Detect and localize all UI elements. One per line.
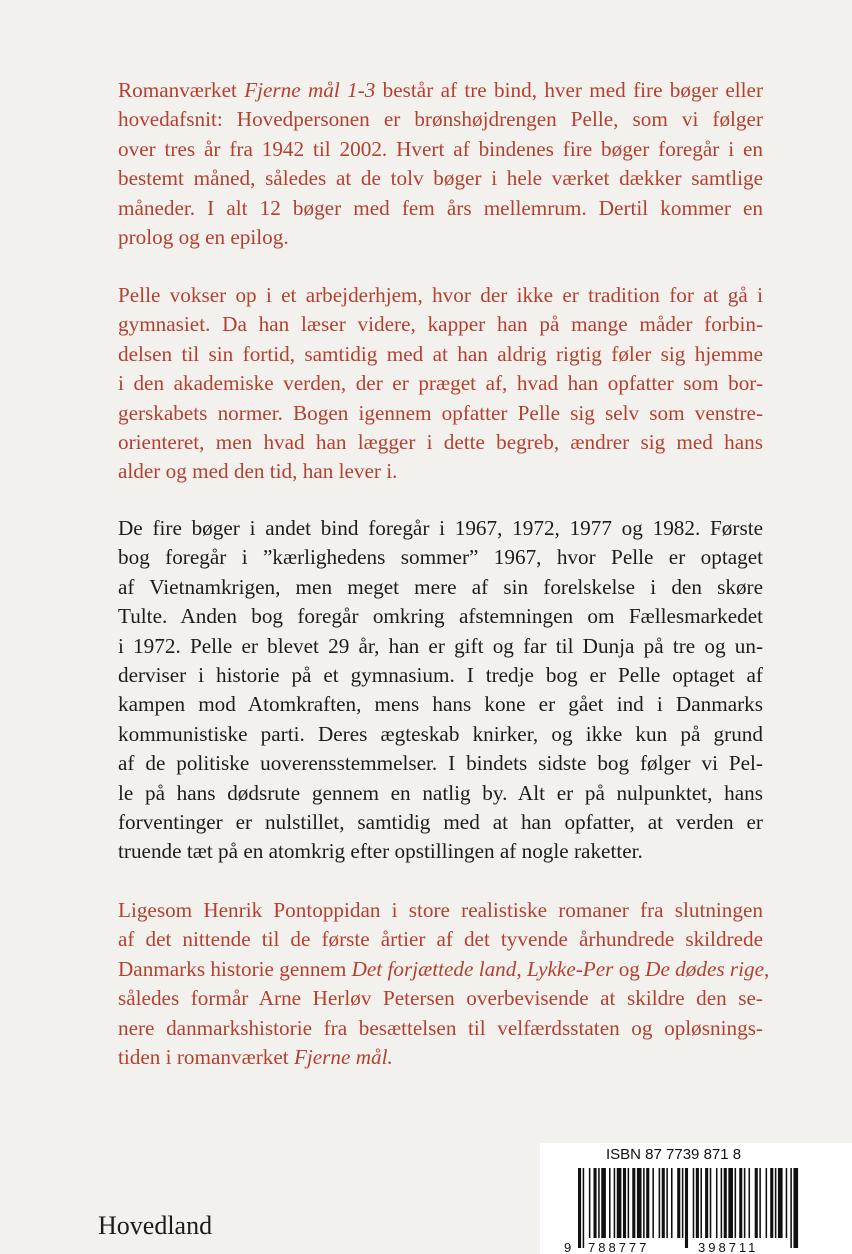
paragraph-pontoppidan — [118, 896, 770, 1072]
text-run: le på hans dødsrute gennem en natlig by. Alt er på nulpunktet, hans — [118, 780, 763, 805]
barcode-bar — [623, 1168, 626, 1238]
text-line — [118, 399, 763, 428]
barcode-bar — [696, 1168, 699, 1238]
text-line — [118, 543, 763, 572]
barcode-bar — [700, 1168, 702, 1238]
text-run: og — [613, 956, 646, 981]
text-line — [118, 896, 763, 925]
barcode-bar — [778, 1168, 783, 1238]
publisher-name: Hovedland — [98, 1211, 213, 1240]
paragraph-intro — [118, 76, 763, 252]
barcode-bar — [728, 1168, 733, 1238]
barcode — [564, 1168, 808, 1254]
barcode-bar — [601, 1168, 606, 1238]
barcode-bar — [632, 1168, 635, 1238]
barcode-bar — [793, 1168, 798, 1248]
text-run: af de politiske uoverensstemmelser. I bindets sidste bog følger vi Pel- — [118, 751, 763, 776]
text-line — [118, 194, 763, 223]
barcode-bar — [598, 1168, 600, 1238]
barcode-digit-first: 9 — [564, 1240, 572, 1254]
text-line — [118, 602, 763, 631]
barcode-bar — [652, 1168, 654, 1238]
text-run: bog foregår i ”kærlighedens sommer” 1967, hvor Pelle er optaget — [118, 545, 763, 570]
barcode-bar — [705, 1168, 708, 1238]
barcode-bar — [744, 1168, 746, 1238]
barcode-bar — [775, 1168, 777, 1238]
barcode-bar — [739, 1168, 742, 1238]
text-run: af det nittende til de første årtier af det tyvende århundrede skildrede — [118, 927, 763, 952]
text-line — [118, 428, 763, 457]
text-line — [118, 955, 770, 984]
barcode-bar — [724, 1168, 727, 1238]
text-run: bestemt måned, således at de tolv bøger i hele værket dækker samtlige — [118, 166, 763, 191]
barcode-digits-left: 788777 — [588, 1240, 650, 1254]
text-line — [118, 164, 763, 193]
barcode-bar — [637, 1168, 642, 1238]
barcode-bar — [710, 1168, 712, 1238]
text-run: i den akademiske verden, der er præget af, hvad han opfatter som bor- — [118, 371, 763, 396]
barcode-bar — [617, 1168, 622, 1238]
barcode-bar — [721, 1168, 723, 1238]
barcode-bar — [766, 1168, 768, 1238]
barcode-bar — [682, 1168, 684, 1238]
barcode-bar — [759, 1168, 761, 1238]
barcode-bar — [671, 1168, 673, 1238]
text-line — [118, 223, 763, 252]
text-line — [118, 661, 763, 690]
barcode-bar — [628, 1168, 630, 1238]
barcode-bar — [735, 1168, 737, 1238]
text-line — [118, 105, 763, 134]
text-line — [118, 749, 763, 778]
barcode-bar — [677, 1168, 680, 1238]
barcode-bar — [589, 1168, 591, 1238]
text-line — [118, 925, 763, 954]
text-line — [118, 632, 763, 661]
barcode-bar — [659, 1168, 661, 1238]
text-line — [118, 1043, 763, 1072]
text-line — [118, 76, 763, 105]
text-run: prolog og en epilog. — [118, 224, 289, 249]
text-run: Romanværket — [118, 78, 245, 102]
text-run: delsen til sin fortid, samtidig med at han aldrig rigtig føler sig hjemme — [118, 341, 763, 366]
text-line — [118, 984, 763, 1013]
barcode-bar — [685, 1168, 688, 1248]
text-run: Tulte. Anden bog foregår omkring afstemningen om Fællesmarkedet — [118, 604, 763, 629]
text-run: gerskabets normer. Bogen igennem opfatter Pelle sig selv som venstre- — [118, 400, 763, 425]
text-line — [118, 720, 763, 749]
text-line — [118, 1014, 763, 1043]
text-line — [118, 514, 763, 543]
text-line — [118, 779, 763, 808]
text-run: Danmarks historie gennem — [118, 956, 352, 981]
barcode-bar — [609, 1168, 611, 1238]
text-run: derviser i historie på et gymnasium. I tredje bog er Pelle optaget af — [118, 662, 763, 687]
text-line — [118, 690, 763, 719]
barcode-bar — [666, 1168, 668, 1238]
text-run: af Vietnamkrigen, men meget mere af sin forelskelse i den skøre — [118, 574, 763, 599]
italic-title: Fjerne mål 1-3 — [244, 78, 376, 102]
text-run: kommunistiske parti. Deres ægteskab knirker, og ikke kun på grund — [118, 721, 763, 746]
text-run: De fire bøger i andet bind foregår i 1967, 1972, 1977 og 1982. Første — [118, 516, 763, 540]
text-run: Pelle vokser op i et arbejderhjem, hvor der ikke er tradition for at gå i — [118, 283, 763, 307]
text-run: truende tæt på en atomkrig efter opstillingen af nogle raketter. — [118, 839, 643, 864]
text-run: gymnasiet. Da han læser videre, kapper han på mange måder forbin- — [118, 312, 763, 337]
text-run: tiden i romanværket — [118, 1044, 294, 1069]
barcode-bar — [770, 1168, 773, 1238]
text-run: hovedafsnit: Hovedpersonen er brønshøjdrengen Pelle, som vi følger — [118, 107, 763, 132]
text-run: kampen mod Atomkraften, mens hans kone er gået ind i Danmarks — [118, 692, 763, 717]
text-run: nere danmarkshistorie fra besættelsen til velfærdsstaten og opløsnings- — [118, 1015, 763, 1040]
text-line — [118, 457, 763, 486]
text-run: alder og med den tid, han lever i. — [118, 459, 398, 484]
text-run: således formår Arne Herløv Petersen overbevisende at skildre den se- — [118, 986, 763, 1011]
text-run: orienteret, men hvad han lægger i dette begreb, ændrer sig med hans — [118, 429, 763, 454]
barcode-bar — [594, 1168, 597, 1238]
text-line — [118, 808, 763, 837]
barcode-bar — [614, 1168, 616, 1238]
paragraph-second-volume — [118, 514, 763, 867]
text-run: , — [516, 956, 527, 981]
barcode-bar — [643, 1168, 645, 1238]
text-run: forventinger er nulstillet, samtidig med at han opfatter, at verden er — [118, 809, 763, 834]
italic-title: De dødes rige — [645, 956, 765, 981]
barcode-bar — [790, 1168, 792, 1248]
italic-title: Fjerne mål. — [293, 1044, 393, 1069]
text-run: består af tre bind, hver med fire bøger eller — [375, 78, 764, 102]
text-line — [118, 135, 763, 164]
barcode-bar — [693, 1168, 695, 1238]
text-line — [118, 340, 763, 369]
barcode-bar — [716, 1168, 718, 1238]
italic-title: Lykke-Per — [526, 956, 614, 981]
barcode-bar — [578, 1168, 581, 1248]
barcode-bar — [749, 1168, 751, 1238]
barcode-bar — [755, 1168, 758, 1238]
italic-title: Det forjættede land — [351, 956, 517, 981]
barcode-bar — [583, 1168, 585, 1248]
barcode-digits-right: 398711 — [698, 1240, 759, 1254]
text-line — [118, 573, 763, 602]
paragraph-pelle-background — [118, 281, 763, 487]
barcode-bar — [662, 1168, 665, 1238]
text-run: over tres år fra 1942 til 2002. Hvert af bindenes fire bøger foregår i en — [118, 136, 763, 161]
barcode-bar — [786, 1168, 788, 1238]
text-run: i 1972. Pelle er blevet 29 år, han er gift og far til Dunja på tre og un- — [118, 633, 763, 658]
text-line — [118, 310, 763, 339]
isbn-number: ISBN 87 7739 871 8 — [606, 1146, 742, 1163]
text-line — [118, 369, 763, 398]
text-run: måneder. I alt 12 bøger med fem års mellemrum. Dertil kommer en — [118, 195, 763, 220]
text-run: Ligesom Henrik Pontoppidan i store realistiske romaner fra slutningen — [118, 898, 763, 922]
text-line — [118, 281, 763, 310]
barcode-bar — [646, 1168, 649, 1238]
text-run: , — [764, 956, 770, 981]
text-line — [118, 837, 763, 866]
